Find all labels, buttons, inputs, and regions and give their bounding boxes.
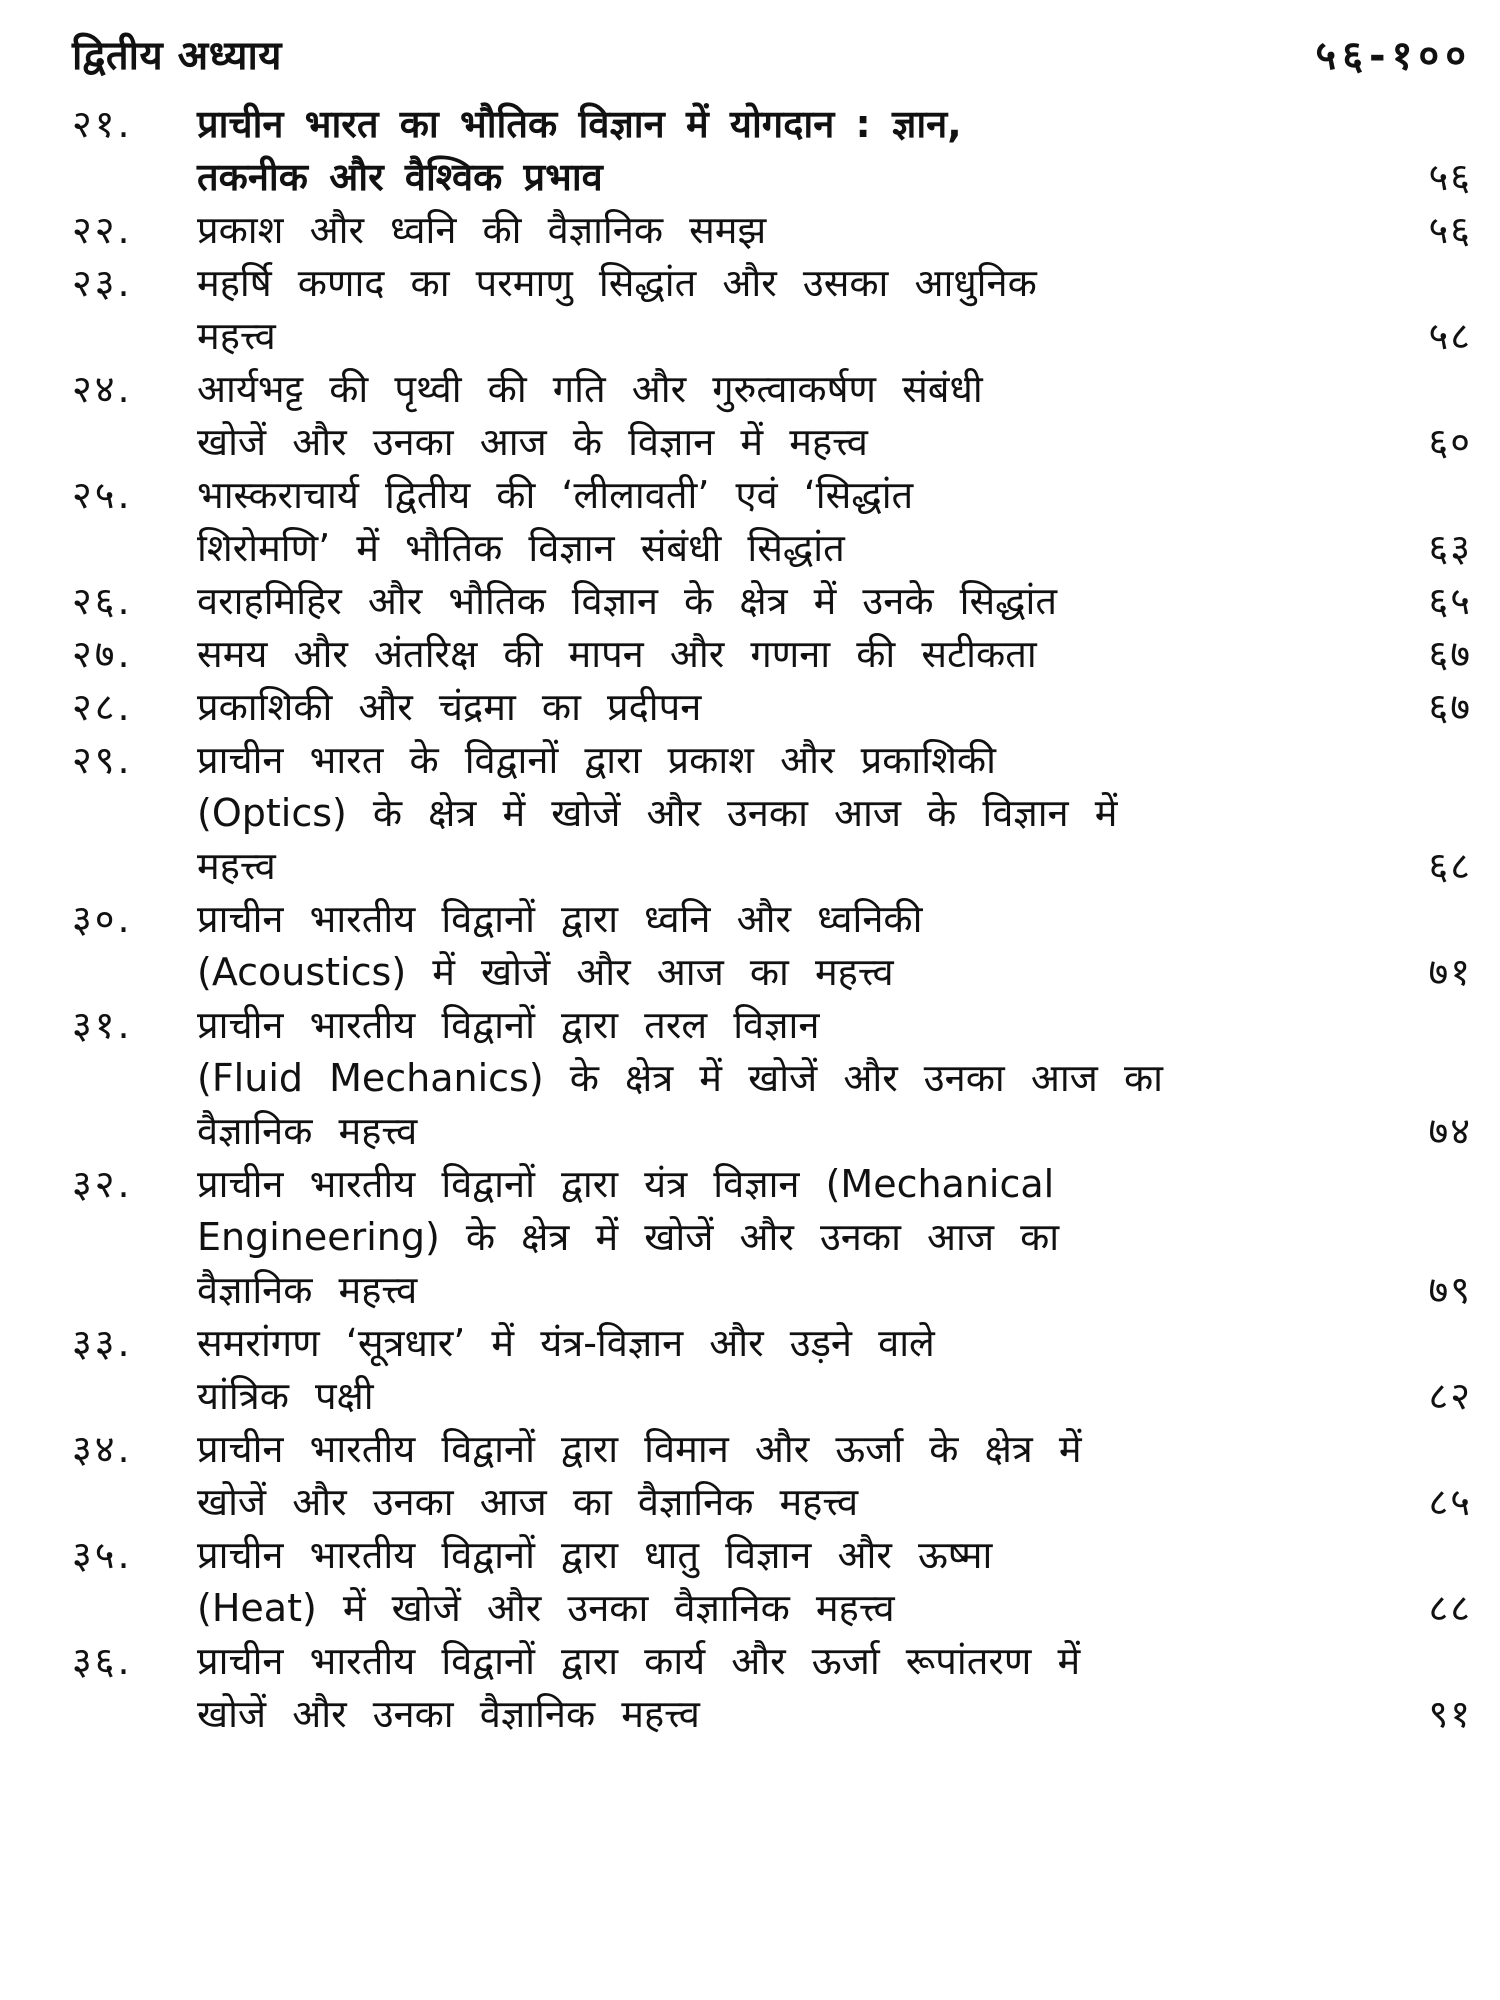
entry-number: ३३.	[72, 1321, 133, 1365]
entry-page-number: ८५	[1428, 1480, 1472, 1524]
entry-page-number: ६५	[1428, 579, 1472, 623]
entry-number: ३४.	[72, 1427, 133, 1471]
entry-number: २२.	[72, 208, 133, 252]
entry-page-number: ६३	[1428, 526, 1472, 570]
chapter-page-range: ५६-१००	[1315, 33, 1472, 79]
table-of-contents	[72, 98, 1472, 1741]
entry-number: २५.	[72, 473, 133, 517]
entry-number: २४.	[72, 367, 133, 411]
entry-page-number: ५६	[1428, 208, 1472, 252]
entry-title: प्राचीन भारत के विद्वानों द्वारा प्रकाश और प्रकाशिकी (Optics) के क्षेत्र में खोजें और उनका आज के विज्ञान में महत्त्व	[197, 738, 1118, 888]
toc-entry	[72, 204, 1472, 257]
chapter-title: द्वितीय अध्याय	[72, 33, 283, 79]
entry-page-number: ७९	[1428, 1268, 1472, 1312]
entry-page-number: ५६	[1428, 155, 1472, 199]
entry-number: ३६.	[72, 1639, 133, 1683]
toc-entry	[72, 681, 1472, 734]
entry-page-number: ८२	[1428, 1374, 1472, 1418]
entry-title: प्राचीन भारतीय विद्वानों द्वारा ध्वनि और ध्वनिकी (Acoustics) में खोजें और आज का महत्त्व	[197, 897, 923, 994]
entry-title: प्राचीन भारतीय विद्वानों द्वारा कार्य और ऊर्जा रूपांतरण में खोजें और उनका वैज्ञानिक महत्त्व	[197, 1639, 1081, 1736]
entry-title: प्राचीन भारत का भौतिक विज्ञान में योगदान : ज्ञान, तकनीक और वैश्विक प्रभाव	[197, 102, 962, 199]
toc-entry	[72, 469, 1472, 575]
entry-page-number: ९१	[1428, 1692, 1472, 1736]
toc-entry	[72, 1423, 1472, 1529]
toc-entry	[72, 257, 1472, 363]
entry-number: २७.	[72, 632, 133, 676]
toc-entry	[72, 363, 1472, 469]
entry-title: प्राचीन भारतीय विद्वानों द्वारा तरल विज्ञान (Fluid Mechanics) के क्षेत्र में खोजें और उनका आज का वैज्ञानिक महत्त्व	[197, 1003, 1163, 1153]
entry-page-number: ६८	[1428, 844, 1472, 888]
toc-entry	[72, 893, 1472, 999]
entry-title: वराहमिहिर और भौतिक विज्ञान के क्षेत्र में उनके सिद्धांत	[197, 579, 1057, 623]
entry-title: प्राचीन भारतीय विद्वानों द्वारा यंत्र विज्ञान (Mechanical Engineering) के क्षेत्र में खोजें और उनका आज का वैज्ञानिक महत्त्व	[197, 1162, 1060, 1312]
entry-page-number: ६७	[1428, 685, 1472, 729]
entry-title: प्रकाश और ध्वनि की वैज्ञानिक समझ	[197, 208, 767, 252]
entry-number: २९.	[72, 738, 133, 782]
entry-title: प्राचीन भारतीय विद्वानों द्वारा विमान और ऊर्जा के क्षेत्र में खोजें और उनका आज का वैज्ञानिक महत्त्व	[197, 1427, 1082, 1524]
entry-page-number: ८८	[1428, 1586, 1472, 1630]
entry-number: ३२.	[72, 1162, 133, 1206]
toc-entry	[72, 628, 1472, 681]
toc-entry	[72, 734, 1472, 893]
entry-number: २३.	[72, 261, 133, 305]
entry-number: २१.	[72, 102, 133, 146]
chapter-header	[72, 22, 1472, 82]
entry-title: महर्षि कणाद का परमाणु सिद्धांत और उसका आधुनिक महत्त्व	[197, 261, 1037, 358]
toc-entry	[72, 575, 1472, 628]
entry-title: समय और अंतरिक्ष की मापन और गणना की सटीकता	[197, 632, 1037, 676]
toc-entry	[72, 1529, 1472, 1635]
entry-number: ३१.	[72, 1003, 133, 1047]
entry-number: ३०.	[72, 897, 133, 941]
entry-title: आर्यभट्ट की पृथ्वी की गति और गुरुत्वाकर्षण संबंधी खोजें और उनका आज के विज्ञान में महत्त्व	[197, 367, 983, 464]
entry-title: प्राचीन भारतीय विद्वानों द्वारा धातु विज्ञान और ऊष्मा (Heat) में खोजें और उनका वैज्ञानिक महत्त्व	[197, 1533, 993, 1630]
toc-entry	[72, 1317, 1472, 1423]
entry-title: प्रकाशिकी और चंद्रमा का प्रदीपन	[197, 685, 702, 729]
toc-entry	[72, 999, 1472, 1158]
toc-entry	[72, 1635, 1472, 1741]
entry-page-number: ७४	[1428, 1109, 1472, 1153]
entry-page-number: ७१	[1428, 950, 1472, 994]
entry-title: समरांगण ‘सूत्रधार’ में यंत्र-विज्ञान और उड़ने वाले यांत्रिक पक्षी	[197, 1321, 935, 1418]
entry-number: २८.	[72, 685, 133, 729]
entry-number: २६.	[72, 579, 133, 623]
entry-number: ३५.	[72, 1533, 133, 1577]
toc-entry	[72, 98, 1472, 204]
entry-page-number: ६०	[1428, 420, 1472, 464]
entry-title: भास्कराचार्य द्वितीय की ‘लीलावती’ एवं ‘सिद्धांत शिरोमणि’ में भौतिक विज्ञान संबंधी सिद्धांत	[197, 473, 914, 570]
entry-page-number: ६७	[1428, 632, 1472, 676]
toc-entry	[72, 1158, 1472, 1317]
entry-page-number: ५८	[1428, 314, 1472, 358]
